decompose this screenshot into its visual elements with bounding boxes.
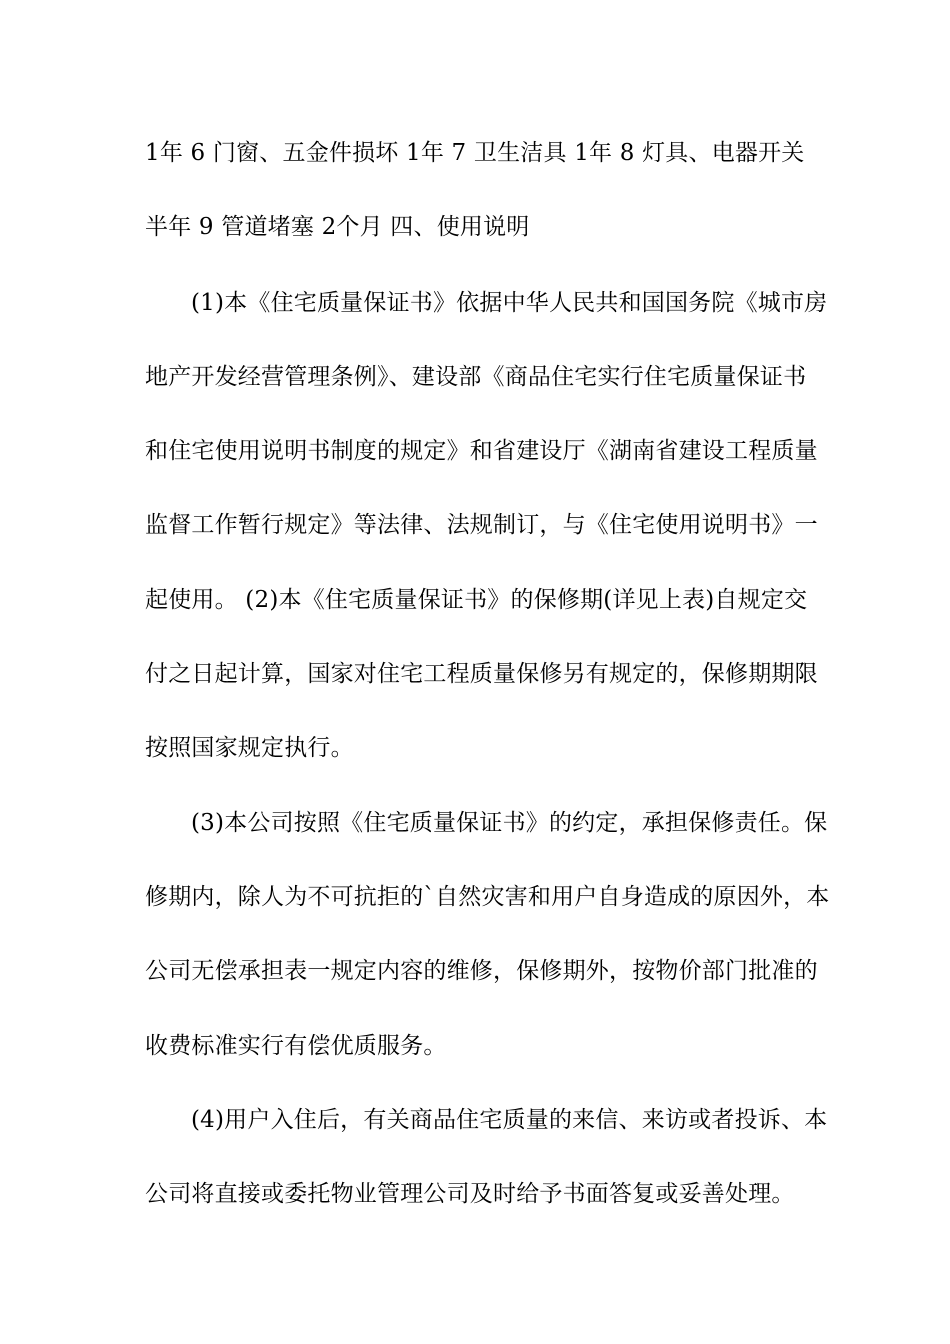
text-line: 和住宅使用说明书制度的规定》和省建设厅《湖南省建设工程质量 <box>145 438 818 464</box>
text-line: 半年 9 管道堵塞 2个月 四、使用说明 <box>145 214 530 240</box>
text-line: 按照国家规定执行。 <box>145 735 354 761</box>
text-line: 公司无偿承担表一规定内容的维修，保修期外，按物价部门批准的 <box>145 958 818 984</box>
text-line: 收费标准实行有偿优质服务。 <box>145 1033 447 1059</box>
paragraph-4-start: (4)用户入住后，有关商品住宅质量的来信、来访或者投诉、本 <box>191 1107 828 1133</box>
text-line: 监督工作暂行规定》等法律、法规制订，与《住宅使用说明书》一 <box>145 512 818 538</box>
paragraph-3-start: (3)本公司按照《住宅质量保证书》的约定，承担保修责任。保 <box>191 810 828 836</box>
text-line: 1年 6 门窗、五金件损坏 1年 7 卫生洁具 1年 8 灯具、电器开关 <box>145 140 805 166</box>
paragraph-1-start: (1)本《住宅质量保证书》依据中华人民共和国国务院《城市房 <box>191 290 828 316</box>
text-line: 起使用。 (2)本《住宅质量保证书》的保修期(详见上表)自规定交 <box>145 587 808 613</box>
text-line: 公司将直接或委托物业管理公司及时给予书面答复或妥善处理。 <box>145 1181 795 1207</box>
text-line: 地产开发经营管理条例》、建设部《商品住宅实行住宅质量保证书 <box>145 364 807 390</box>
text-line: 修期内，除人为不可抗拒的`自然灾害和用户自身造成的原因外，本 <box>145 884 830 910</box>
text-line: 付之日起计算，国家对住宅工程质量保修另有规定的，保修期期限 <box>145 661 818 687</box>
